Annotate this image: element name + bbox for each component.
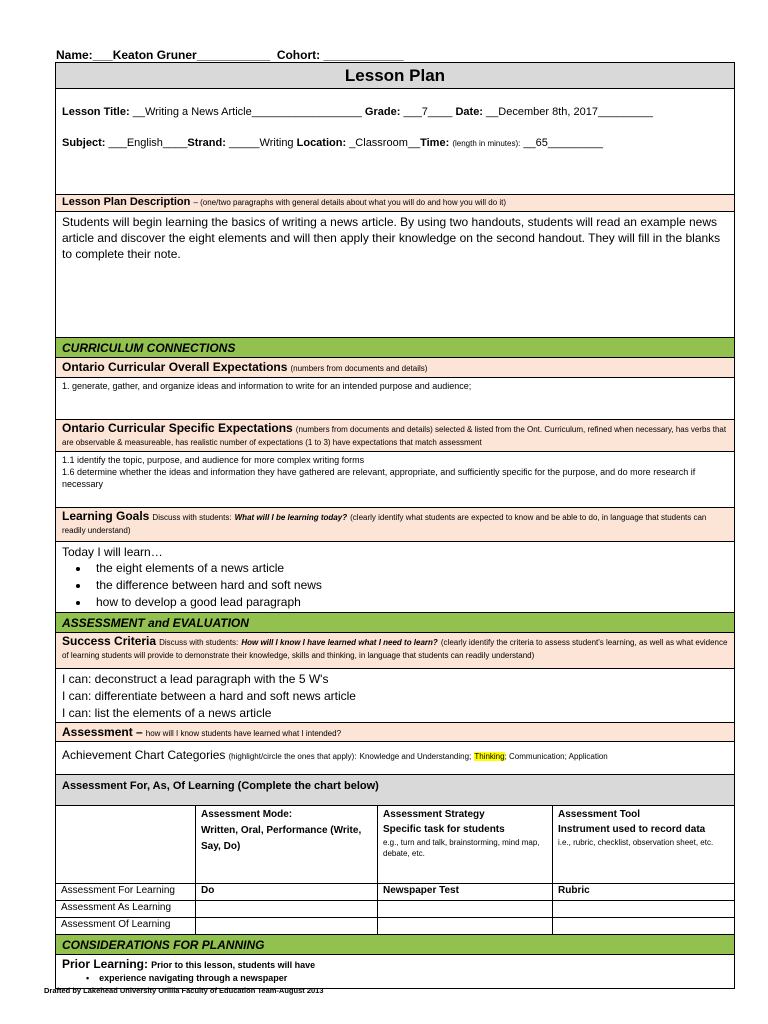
lesson-info-line-2	[62, 137, 603, 149]
table-row-label: Assessment As Learning	[56, 901, 196, 918]
prior-learning-note: Prior to this lesson, students will have	[151, 960, 316, 970]
success-criteria-note-c: (clearly identify the criteria to assess student's learning, as well as what evidence of learning students will provide to demonstrate their knowledge, skills and thinking, in language that students can readily understand)	[62, 638, 728, 660]
learning-goals-body	[56, 542, 734, 613]
overall-expectations-note: (numbers from documents and details)	[290, 364, 428, 373]
learning-goals-note-a: Discuss with students:	[152, 513, 232, 522]
learning-goals-list	[62, 560, 728, 611]
table-row-label: Assessment Of Learning	[56, 918, 196, 935]
category-rest: ; Communication; Application	[504, 752, 608, 761]
table-cell: Rubric	[553, 884, 734, 901]
category-thinking: Thinking	[474, 752, 505, 761]
achievement-chart-row	[56, 742, 734, 775]
assessment-heading: ASSESSMENT and EVALUATION	[56, 613, 734, 633]
cohort-value: ____________	[323, 48, 404, 62]
lesson-info	[56, 89, 734, 195]
prior-learning-item	[62, 973, 728, 983]
strategy-title: Assessment Strategy	[383, 809, 485, 820]
afol-label: Assessment For, As, Of Learning	[62, 780, 235, 792]
table-cell	[378, 901, 553, 918]
list-item: • how to develop a good lead paragraph	[90, 594, 728, 611]
subject-value: ___English____	[108, 137, 188, 149]
learning-goals-intro: Today I will learn…	[62, 545, 163, 559]
bullet-icon: •	[86, 973, 90, 983]
location-value: _Classroom__	[349, 137, 421, 149]
grade-value: ___7____	[403, 106, 453, 118]
tool-subtitle: Instrument used to record data	[558, 824, 706, 835]
table-cell: Do	[196, 884, 378, 901]
location-label: Location:	[296, 137, 347, 149]
cohort-label: Cohort:	[276, 48, 321, 62]
achievement-note: (highlight/circle the ones that apply):	[228, 752, 357, 761]
prior-learning-heading: Prior Learning:	[62, 957, 149, 971]
overall-expectations-text: 1. generate, gather, and organize ideas and information to write for an intended purpose and audience;	[56, 378, 734, 420]
description-heading: Lesson Plan Description	[62, 196, 191, 208]
overall-expectations-heading: Ontario Curricular Overall Expectations	[62, 360, 288, 374]
achievement-label: Achievement Chart Categories	[62, 748, 226, 762]
description-header	[56, 195, 734, 212]
strand-label: Strand:	[187, 137, 226, 149]
list-item: • the eight elements of a news article	[90, 560, 728, 577]
name-value: ___Keaton Gruner___________	[92, 48, 271, 62]
column-header-tool	[553, 806, 734, 884]
assessment-subheading: Assessment –	[62, 725, 143, 739]
success-criteria-note-b: How will I know I have learned what I need to learn?	[241, 638, 438, 647]
success-criteria-header	[56, 633, 734, 669]
date-value: __December 8th, 2017_________	[486, 106, 654, 118]
specific-expectations-header	[56, 420, 734, 452]
table-cell	[196, 901, 378, 918]
assessment-subheader	[56, 723, 734, 742]
description-note: – (one/two paragraphs with general details about what you will do and how you will do it)	[193, 198, 507, 207]
time-note: (length in minutes):	[452, 139, 521, 148]
specific-expectation-1: 1.1 identify the topic, purpose, and audience for more complex writing forms	[62, 455, 365, 465]
strand-value: _____Writing	[228, 137, 294, 149]
time-value: __65_________	[523, 137, 603, 149]
success-criteria-note-a: Discuss with students:	[159, 638, 239, 647]
page-title: Lesson Plan	[56, 63, 734, 89]
success-criteria-heading: Success Criteria	[62, 634, 157, 648]
footer: Drafted by Lakehead University Orillia Faculty of Education Team-August 2013	[44, 986, 324, 995]
specific-expectation-2: 1.6 determine whether the ideas and information they have gathered are relevant, appropriate, and sufficiently specific for the purpose, and do more research if necessary	[62, 467, 696, 489]
name-cohort-line	[56, 48, 404, 62]
mode-title: Assessment Mode:	[201, 809, 293, 820]
learning-goals-note-c: (clearly identify what students are expected to know and be able to do, in language that students can readily understand)	[62, 513, 707, 535]
lesson-title-label: Lesson Title:	[62, 106, 130, 118]
specific-expectations-heading: Ontario Curricular Specific Expectations	[62, 421, 293, 435]
list-item: I can: list the elements of a news article	[62, 706, 272, 720]
assessment-note: how will I know students have learned what I intended?	[145, 729, 342, 738]
list-item: I can: deconstruct a lead paragraph with the 5 W's	[62, 672, 329, 686]
tool-note: i.e., rubric, checklist, observation sheet, etc.	[558, 838, 714, 847]
learning-goals-header	[56, 508, 734, 542]
tool-title: Assessment Tool	[558, 809, 641, 820]
table-cell	[196, 918, 378, 935]
lesson-title-value: __Writing a News Article__________________	[132, 106, 362, 118]
learning-goals-heading: Learning Goals	[62, 509, 150, 523]
column-header-mode	[196, 806, 378, 884]
table-cell	[378, 918, 553, 935]
learning-goals-note-b: What will I be learning today?	[234, 513, 348, 522]
specific-expectations-text	[56, 452, 734, 508]
time-label: Time:	[420, 137, 450, 149]
considerations-heading: CONSIDERATIONS FOR PLANNING	[56, 935, 734, 955]
grade-label: Grade:	[364, 106, 401, 118]
specific-expectations-note: (numbers from documents and details) selected & listed from the Ont. Curriculum, refined when necessary, has verbs that are observable & measureable, has realistic number of expectations (1 to 3) have expectations that match assessment	[62, 425, 727, 447]
strategy-note: e.g., turn and talk, brainstorming, mind map, debate, etc.	[383, 838, 540, 858]
afol-header	[56, 775, 734, 806]
list-item: I can: differentiate between a hard and soft news article	[62, 689, 356, 703]
table-corner	[56, 806, 196, 884]
overall-expectations-header	[56, 358, 734, 378]
table-cell	[553, 918, 734, 935]
list-item: • the difference between hard and soft news	[90, 577, 728, 594]
date-label: Date:	[455, 106, 483, 118]
assessment-table	[56, 806, 734, 935]
table-cell: Newspaper Test	[378, 884, 553, 901]
prior-learning	[56, 955, 734, 989]
curriculum-heading: CURRICULUM CONNECTIONS	[56, 338, 734, 358]
description-text: Students will begin learning the basics of writing a news article. By using two handouts, students will read an example news article and discover the eight elements and will then apply their knowledge on the second handout. They will fill in the blanks to complete their note.	[56, 212, 734, 338]
mode-subtitle: Written, Oral, Performance (Write, Say, Do)	[201, 825, 362, 852]
table-row-label: Assessment For Learning	[56, 884, 196, 901]
lesson-plan-form	[55, 62, 735, 989]
table-cell	[553, 901, 734, 918]
lesson-info-line-1	[62, 106, 653, 118]
name-label: Name:	[56, 48, 93, 62]
strategy-subtitle: Specific task for students	[383, 824, 505, 835]
column-header-strategy	[378, 806, 553, 884]
prior-learning-item-text: experience navigating through a newspaper	[99, 973, 288, 983]
success-criteria-body	[56, 669, 734, 723]
afol-note: (Complete the chart below)	[237, 780, 379, 792]
category-knowledge: Knowledge and Understanding;	[359, 752, 472, 761]
subject-label: Subject:	[62, 137, 106, 149]
